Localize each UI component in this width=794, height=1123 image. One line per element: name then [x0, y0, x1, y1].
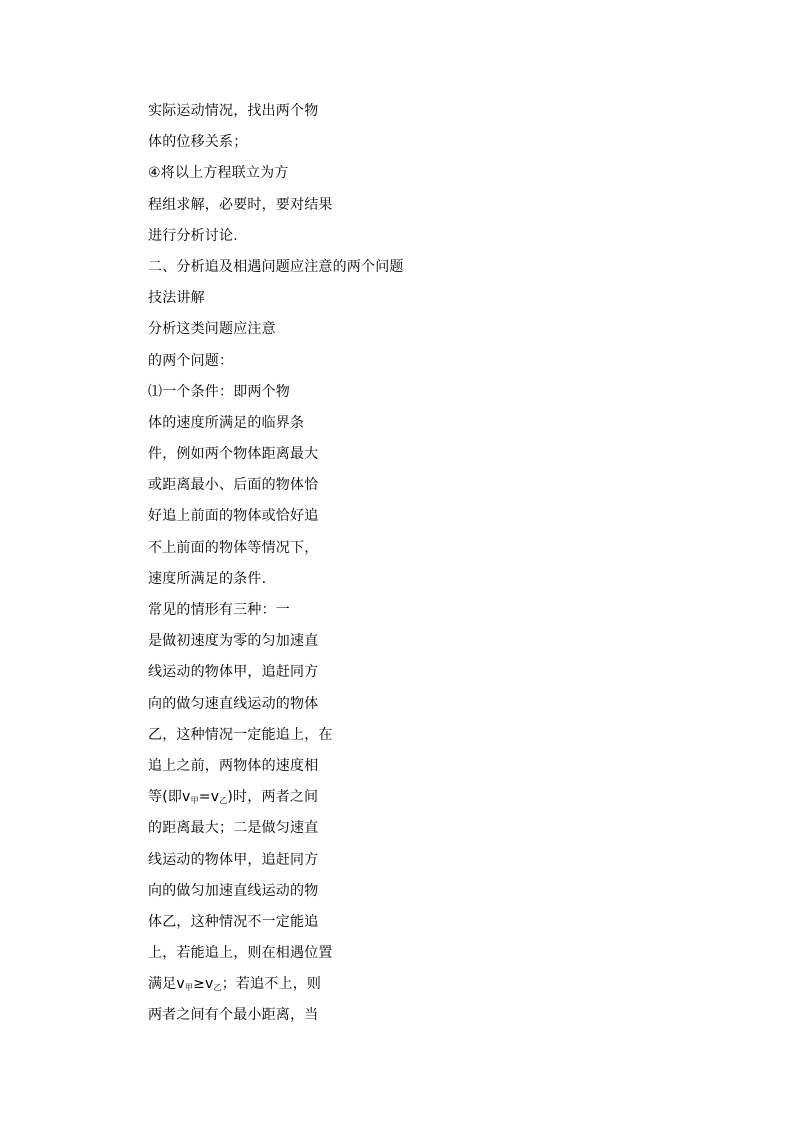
subscript: 甲: [190, 796, 199, 806]
text-line: 上，若能追上，则在相遇位置: [148, 945, 333, 962]
text-line: 是做初速度为零的匀加速直: [148, 633, 319, 650]
text-fragment: ≥v: [193, 976, 214, 993]
text-fragment: =v: [198, 789, 220, 806]
subheading: 技法讲解: [148, 290, 205, 307]
text-line-with-subscripts: [148, 782, 568, 813]
text-line: 两者之间有个最小距离，当: [148, 1007, 319, 1024]
text-line: 体乙，这种情况不一定能追: [148, 913, 319, 930]
subscript: 甲: [184, 983, 194, 993]
text-line: 体的位移关系；: [148, 134, 248, 151]
text-line: 件，例如两个物体距离最大: [148, 446, 319, 463]
text-fragment: ；若追不上，则: [221, 976, 322, 993]
text-line: 进行分析讨论.: [148, 227, 238, 244]
text-line: 的距离最大；二是做匀速直: [148, 820, 319, 837]
text-line: 好追上前面的物体或恰好追: [148, 508, 319, 525]
text-line: 实际运动情况，找出两个物: [148, 103, 319, 119]
subscript: 乙: [213, 983, 222, 993]
text-line: ⑴一个条件：即两个物: [148, 383, 290, 400]
text-line: 线运动的物体甲，追赶同方: [148, 851, 319, 868]
text-line: 速度所满足的条件.: [148, 570, 267, 587]
text-fragment: )时，两者之间: [227, 789, 319, 806]
text-line: 分析这类问题应注意: [148, 321, 276, 338]
text-line: 不上前面的物体等情况下，: [148, 539, 319, 556]
document-body: [148, 96, 568, 1032]
text-line: 追上之前，两物体的速度相: [148, 757, 319, 774]
text-line: 程组求解，必要时，要对结果: [148, 196, 333, 213]
text-line: 常见的情形有三种：一: [148, 602, 290, 618]
text-line: 向的做匀速直线运动的物体: [148, 695, 319, 712]
text-line: 乙，这种情况一定能追上，在: [148, 726, 333, 743]
text-line: 或距离最小、后面的物体恰: [148, 477, 319, 494]
text-fragment: 等(即v: [148, 789, 191, 806]
subscript: 乙: [219, 796, 228, 806]
text-line: ④将以上方程联立为方: [148, 165, 289, 182]
text-line: 线运动的物体甲，追赶同方: [148, 664, 319, 681]
text-line: 向的做匀加速直线运动的物: [148, 882, 319, 899]
section-heading: 二、分析追及相遇问题应注意的两个问题: [148, 258, 404, 275]
text-line: 的两个问题：: [148, 352, 234, 369]
text-fragment: 满足v: [148, 976, 185, 993]
text-line-with-subscripts: [148, 969, 568, 1000]
text-line: 体的速度所满足的临界条: [148, 414, 305, 431]
